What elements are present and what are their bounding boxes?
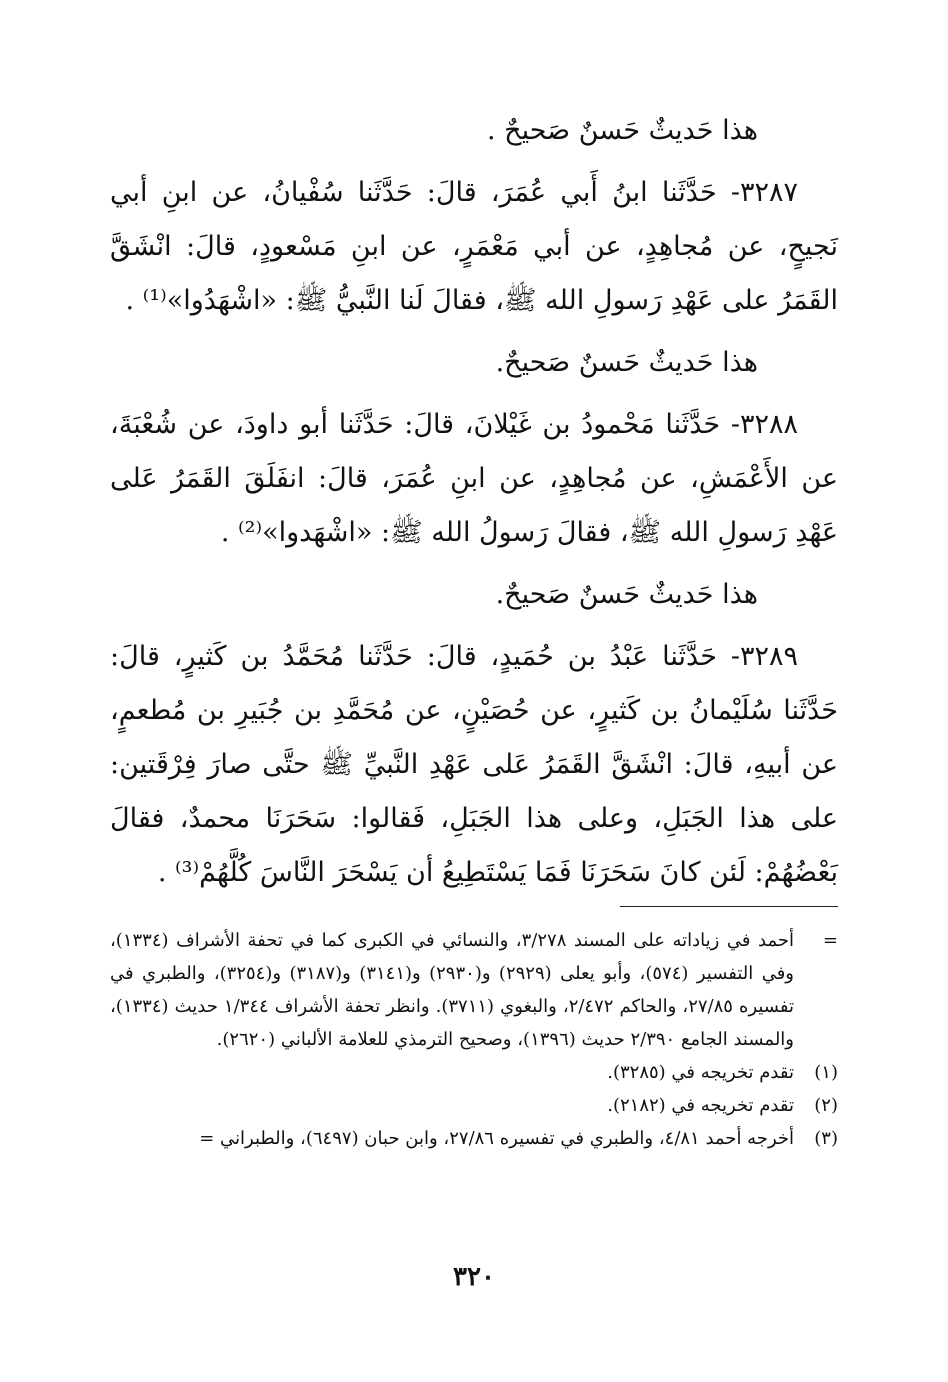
footnote-text: تقدم تخريجه في (٢١٨٢). [607, 1095, 794, 1116]
footnote-3 [110, 1122, 838, 1155]
hadith-grade: هذا حَديثٌ حَسنٌ صَحيحٌ. [495, 579, 758, 610]
hadith-grade: هذا حَديثٌ حَسنٌ صَحيحٌ . [487, 115, 758, 146]
footnote-divider [620, 906, 838, 907]
footnote-number: (٣) [814, 1128, 838, 1149]
footnotes [110, 924, 838, 1155]
footnote-1 [110, 1056, 838, 1089]
hadith-grade: هذا حَديثٌ حَسنٌ صَحيحٌ. [495, 347, 758, 378]
hadith-3287: ٣٢٨٧- حَدَّثَنا ابنُ أَبي عُمَرَ، قالَ: حَدَّثَنا سُفْيانُ، عن ابنِ أبي نَجيحٍ، عن مُجاهِدٍ، عن أبي مَعْمَرٍ، عن ابنِ مَسْعودٍ، قالَ: انْشَقَّ القَمَرُ على عَهْدِ رَسولِ الله ﷺ، فقالَ لَنا النَّبيُّ ﷺ: «اشْهَدُوا»⁽¹⁾ . [110, 177, 838, 316]
footnote-2 [110, 1089, 838, 1122]
hadith-3289: ٣٢٨٩- حَدَّثَنا عَبْدُ بن حُمَيدٍ، قالَ: حَدَّثَنا مُحَمَّدُ بن كَثيرٍ، قالَ: حَدَّثَنا سُلَيْمانُ بن كَثيرٍ، عن حُصَيْنٍ، عن مُحَمَّدِ بن جُبَيرِ بن مُطعمٍ، عن أبيهِ، قالَ: انْشَقَّ القَمَرُ عَلى عَهْدِ النَّبيِّ ﷺ حتَّى صارَ فِرْقَتين: على هذا الجَبَلِ، وعلى هذا الجَبَلِ، فَقالوا: سَحَرَنَا محمدٌ، فقالَ بَعْضُهُمْ: لَئن كانَ سَحَرَنَا فَمَا يَسْتَطِيعُ أن يَسْحَرَ النَّاسَ كُلَّهُمْ⁽³⁾ . [110, 641, 838, 888]
footnote-continuation [110, 924, 838, 1056]
footnote-text: تقدم تخريجه في (٣٢٨٥). [607, 1062, 794, 1083]
footnote-number: (٢) [814, 1095, 838, 1116]
footnote-continuation-text: أحمد في زياداته على المسند ٣/٢٧٨، والنسائي في الكبرى كما في تحفة الأشراف (١٣٣٤)، وفي التفسير (٥٧٤)، وأبو يعلى (٢٩٢٩) و(٢٩٣٠) و(٣١٤١) و(٣١٨٧) و(٣٢٥٤)، والطبري في تفسيره ٢٧/٨٥، والحاكم ٢/٤٧٢، والبغوي (٣٧١١). وانظر تحفة الأشراف ١/٣٤٤ حديث (١٣٣٤)، والمسند الجامع ٢/٣٩٠ حديث (١٣٩٦)، وصحيح الترمذي للعلامة الألباني (٢٦٢٠). [110, 930, 795, 1050]
main-text [110, 104, 838, 908]
continuation-mark: = [822, 930, 838, 951]
footnote-text: أخرجه أحمد ٤/٨١، والطبري في تفسيره ٢٧/٨٦، وابن حبان (٦٤٩٧)، والطبراني = [199, 1128, 794, 1149]
hadith-3288: ٣٢٨٨- حَدَّثَنا مَحْمودُ بن غَيْلانَ، قالَ: حَدَّثَنا أبو داودَ، عن شُعْبَةَ، عن الأَعْمَشِ، عن مُجاهِدٍ، عن ابنِ عُمَرَ، قالَ: انفَلَقَ القَمَرُ عَلى عَهْدِ رَسولِ الله ﷺ، فقالَ رَسولُ الله ﷺ: «اشْهَدوا»⁽²⁾ . [110, 409, 838, 548]
footnote-number: (١) [814, 1062, 838, 1083]
page-number: ٣٢٠ [453, 1262, 495, 1292]
